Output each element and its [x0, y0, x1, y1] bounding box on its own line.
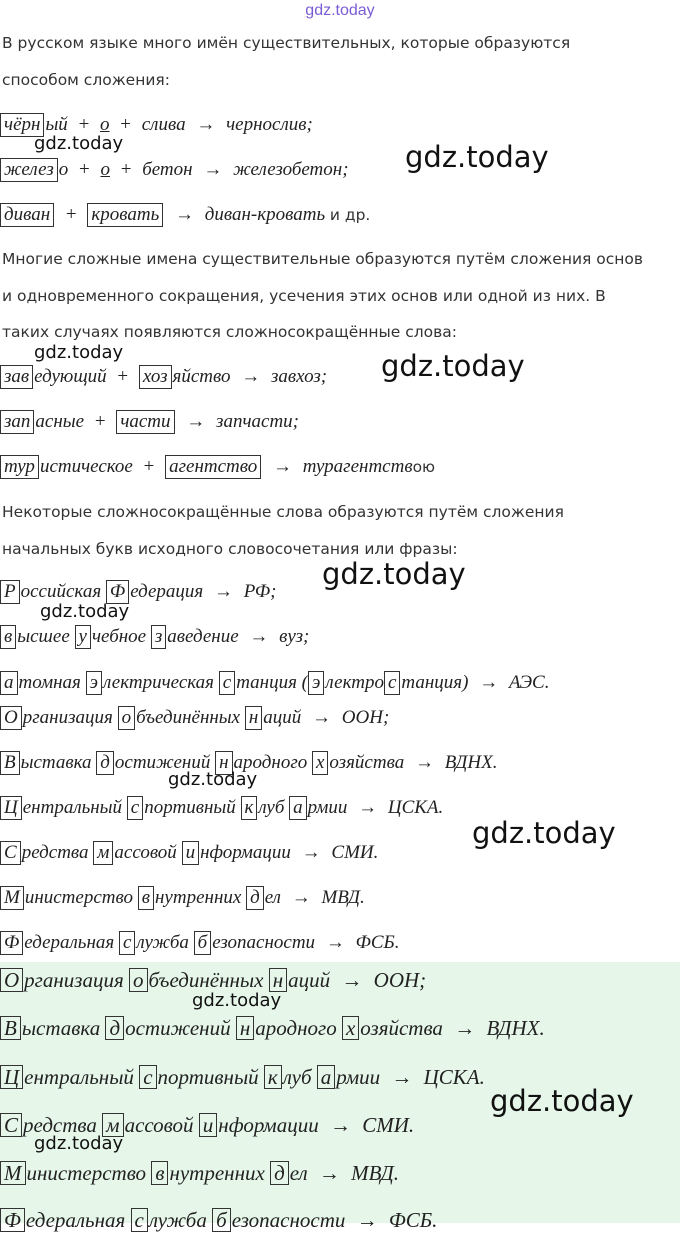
word-part: луб	[258, 797, 285, 818]
word-part: рмии	[336, 1065, 381, 1089]
highlight-formula-vdnh	[0, 1015, 545, 1041]
letter-box: з	[151, 625, 166, 649]
result-word: АЭС.	[508, 672, 550, 693]
watermark: gdz.today	[490, 1084, 634, 1118]
arrow-icon: →	[312, 707, 332, 728]
letter-box: С	[0, 841, 21, 865]
word-part: нформации	[200, 842, 291, 863]
word-part: редства	[23, 1113, 97, 1137]
result-word: ФСБ.	[388, 1208, 438, 1232]
result-word: ЦСКА.	[387, 797, 444, 818]
letter-box: с	[139, 1065, 156, 1089]
arrow-icon: →	[249, 626, 269, 647]
result-word: завхоз;	[271, 366, 328, 387]
arrow-icon: →	[214, 581, 234, 602]
letter-box: с	[127, 796, 143, 820]
word-part: ародного	[255, 1016, 337, 1040]
word-part: бъединённых	[136, 707, 241, 728]
word-part: аведение	[167, 626, 239, 647]
word-part: о	[58, 159, 69, 180]
plus-sign: +	[143, 456, 155, 477]
paragraph-line: и одновременного сокращения, усечения этих основ или одной из них. В	[2, 287, 606, 305]
letter-box: М	[0, 886, 24, 910]
arrow-icon: →	[358, 797, 378, 818]
formula-cska	[0, 795, 443, 821]
result-word: ВДНХ.	[486, 1016, 545, 1040]
letter-box: и	[199, 1113, 218, 1137]
letter-box: Ц	[0, 796, 22, 820]
letter-box: э	[308, 671, 324, 695]
arrow-icon: →	[241, 366, 261, 387]
word-part: бъединённых	[148, 968, 264, 992]
root-box: диван	[0, 203, 54, 227]
word-part: езопасности	[231, 1208, 346, 1232]
arrow-icon: →	[479, 672, 499, 693]
word-part: слива	[141, 114, 186, 135]
formula-oon	[0, 705, 389, 731]
arrow-icon: →	[203, 159, 223, 180]
result-word: СМИ.	[362, 1113, 415, 1137]
word-part: лужба	[136, 932, 189, 953]
arrow-icon: →	[186, 411, 206, 432]
plus-sign: +	[65, 204, 77, 225]
arrow-icon: →	[196, 114, 216, 135]
result-word: СМИ.	[331, 842, 379, 863]
word-part: ел	[264, 887, 281, 908]
letter-box: с	[131, 1208, 148, 1232]
letter-box: Р	[0, 580, 20, 604]
paragraph-line: таких случаях появляются сложносокращённые слова:	[2, 323, 457, 341]
letter-box: к	[241, 796, 258, 820]
result-word: ООН;	[341, 707, 390, 728]
word-part: истическое	[39, 456, 133, 477]
result-word: вуз;	[279, 626, 310, 647]
word-part: ысшее	[17, 626, 70, 647]
letter-box: н	[236, 1016, 254, 1040]
formula-zavhoz	[0, 364, 327, 390]
letter-box: а	[289, 796, 307, 820]
word-part: нутренних	[169, 1161, 265, 1185]
word-part: танция	[401, 672, 463, 693]
word-part: озяйства	[329, 752, 405, 773]
watermark: gdz.today	[40, 601, 130, 622]
letter-box: б	[212, 1208, 231, 1232]
word-part: инистерство	[26, 1161, 147, 1185]
result-word: МВД.	[321, 887, 365, 908]
tail-text: ою	[412, 458, 436, 476]
letter-box: с	[384, 671, 400, 695]
result-word: ЦСКА.	[423, 1065, 485, 1089]
plus-sign: +	[78, 114, 90, 135]
watermark: gdz.today	[381, 349, 525, 383]
result-word: турагентств	[302, 456, 413, 477]
result-word: МВД.	[351, 1161, 399, 1185]
word-part: инистерство	[24, 887, 133, 908]
letter-box: и	[182, 841, 200, 865]
plus-sign: +	[120, 114, 131, 135]
root-box: кровать	[87, 203, 163, 227]
letter-box: о	[118, 706, 136, 730]
letter-box: к	[264, 1065, 282, 1089]
word-part: ародного	[233, 752, 308, 773]
letter-box: с	[119, 931, 135, 955]
paren: (	[301, 672, 308, 693]
letter-box: э	[86, 671, 102, 695]
word-part: едеральная	[25, 1208, 126, 1232]
highlight-formula-cska	[0, 1064, 485, 1090]
root-box: тур	[0, 455, 39, 479]
formula-zhelezobeton	[0, 157, 349, 183]
result-word: диван-кровать	[204, 204, 326, 225]
letter-box: д	[105, 1016, 124, 1040]
paragraph-line: Некоторые сложносокращённые слова образуются путём сложения	[2, 503, 564, 521]
arrow-icon: →	[391, 1065, 413, 1089]
root-box: зап	[0, 410, 34, 434]
watermark: gdz.today	[168, 769, 258, 790]
letter-box: Ф	[0, 931, 23, 955]
result-word: запчасти;	[216, 411, 299, 432]
letter-box: н	[269, 968, 287, 992]
word-part: ыставка	[20, 752, 92, 773]
formula-smi	[0, 840, 378, 866]
letter-box: в	[138, 886, 154, 910]
formula-fsb	[0, 930, 399, 956]
word-part: асные	[35, 411, 85, 432]
word-part: нутренних	[155, 887, 242, 908]
result-word: ООН;	[373, 968, 427, 992]
letter-box: х	[342, 1016, 359, 1040]
formula-mvd	[0, 885, 365, 911]
formula-zapchasti	[0, 409, 299, 435]
arrow-icon: →	[329, 1113, 351, 1137]
word-part: ентральный	[24, 1065, 134, 1089]
word-part: портивный	[144, 797, 236, 818]
intro-line: способом сложения:	[2, 71, 170, 89]
formula-vuz	[0, 624, 309, 650]
word-part: портивный	[157, 1065, 259, 1089]
letter-box: в	[0, 625, 16, 649]
paragraph-line: Многие сложные имена существительные образуются путём сложения основ	[2, 250, 644, 268]
letter-box: С	[0, 1113, 22, 1137]
letter-box: О	[0, 706, 22, 730]
tail-text: и др.	[329, 206, 371, 224]
paragraph-line: начальных букв исходного словосочетания или фразы:	[2, 540, 458, 558]
plus-sign: +	[94, 411, 106, 432]
word-part: ел	[289, 1161, 308, 1185]
word-part: рганизация	[22, 707, 113, 728]
word-part: оссийская	[20, 581, 102, 602]
result-word: РФ;	[243, 581, 277, 602]
word-part: остижений	[114, 752, 211, 773]
word-part: лектро	[325, 672, 384, 693]
letter-box: О	[0, 968, 23, 992]
watermark: gdz.today	[192, 990, 282, 1011]
word-part: луб	[282, 1065, 312, 1089]
root-box: желез	[0, 158, 58, 182]
word-part: ыставка	[21, 1016, 101, 1040]
letter-box: д	[246, 886, 264, 910]
result-word: ВДНХ.	[444, 752, 498, 773]
letter-box: в	[151, 1161, 168, 1185]
arrow-icon: →	[454, 1016, 476, 1040]
word-part: бетон	[142, 159, 193, 180]
highlight-formula-mvd	[0, 1160, 399, 1186]
word-part: яйство	[172, 366, 231, 387]
word-part: танция	[236, 672, 297, 693]
watermark: gdz.today	[405, 140, 549, 174]
letter-box: м	[102, 1113, 123, 1137]
letter-box: Ц	[0, 1065, 23, 1089]
watermark: gdz.today	[472, 816, 616, 850]
letter-box: с	[219, 671, 235, 695]
letter-box: н	[245, 706, 262, 730]
root-box: агентство	[165, 455, 261, 479]
word-part: томная	[18, 672, 81, 693]
letter-box: у	[75, 625, 91, 649]
result-word: ФСБ.	[355, 932, 400, 953]
word-part: лектрическая	[103, 672, 215, 693]
word-part: едующий	[34, 366, 107, 387]
word-part: нформации	[218, 1113, 319, 1137]
highlight-formula-fsb	[0, 1207, 437, 1233]
letter-box: х	[312, 751, 328, 775]
formula-divan-krovat	[0, 202, 370, 228]
intro-line: В русском языке много имён существительных, которые образуются	[2, 34, 571, 52]
word-part: ассовой	[124, 1113, 194, 1137]
word-part: лужба	[148, 1208, 207, 1232]
watermark: gdz.today	[322, 557, 466, 591]
watermark: gdz.today	[34, 342, 124, 363]
plus-sign: +	[79, 159, 90, 180]
arrow-icon: →	[273, 456, 292, 477]
word-part: ентральный	[22, 797, 123, 818]
watermark: gdz.today	[34, 133, 124, 154]
site-link[interactable]: gdz.today	[305, 2, 375, 19]
letter-box: н	[215, 751, 232, 775]
result-word: железобетон;	[233, 159, 349, 180]
word-part: едеральная	[24, 932, 115, 953]
root-box: зав	[0, 365, 33, 389]
arrow-icon: →	[301, 842, 321, 863]
formula-aes	[0, 670, 549, 696]
word-part: аций	[263, 707, 302, 728]
arrow-icon: →	[318, 1161, 340, 1185]
word-part: рганизация	[24, 968, 124, 992]
watermark: gdz.today	[34, 1133, 124, 1154]
word-part: рмии	[307, 797, 348, 818]
letter-box: д	[96, 751, 114, 775]
letter-box: а	[0, 671, 18, 695]
letter-box: Ф	[106, 580, 129, 604]
plus-sign: +	[120, 159, 132, 180]
arrow-icon: →	[414, 752, 434, 773]
connecting-vowel: о	[100, 159, 110, 180]
letter-box: д	[270, 1161, 289, 1185]
letter-box: В	[0, 751, 20, 775]
formula-turagentstvo	[0, 454, 435, 480]
arrow-icon: →	[325, 932, 345, 953]
arrow-icon: →	[291, 887, 311, 908]
word-part: аций	[288, 968, 331, 992]
plus-sign: +	[117, 366, 129, 387]
arrow-icon: →	[175, 204, 194, 225]
root-box: части	[116, 410, 174, 434]
word-part: едерация	[130, 581, 204, 602]
letter-box: В	[0, 1016, 21, 1040]
word-part: езопасности	[212, 932, 316, 953]
word-part: чебное	[91, 626, 147, 647]
letter-box: м	[93, 841, 113, 865]
word-part: ассовой	[114, 842, 177, 863]
word-part: редства	[21, 842, 89, 863]
connecting-vowel: о	[100, 114, 110, 135]
arrow-icon: →	[341, 968, 363, 992]
word-part: остижений	[125, 1016, 231, 1040]
paren: )	[462, 672, 469, 693]
root-box: чёрн	[0, 113, 44, 137]
letter-box: а	[317, 1065, 336, 1089]
arrow-icon: →	[356, 1208, 378, 1232]
result-word: чернослив;	[226, 114, 313, 135]
letter-box: о	[129, 968, 148, 992]
letter-box: Ф	[0, 1208, 25, 1232]
letter-box: М	[0, 1161, 26, 1185]
word-part: озяйства	[360, 1016, 443, 1040]
letter-box: б	[194, 931, 212, 955]
root-box: хоз	[139, 365, 172, 389]
word-part: ый	[45, 114, 68, 135]
